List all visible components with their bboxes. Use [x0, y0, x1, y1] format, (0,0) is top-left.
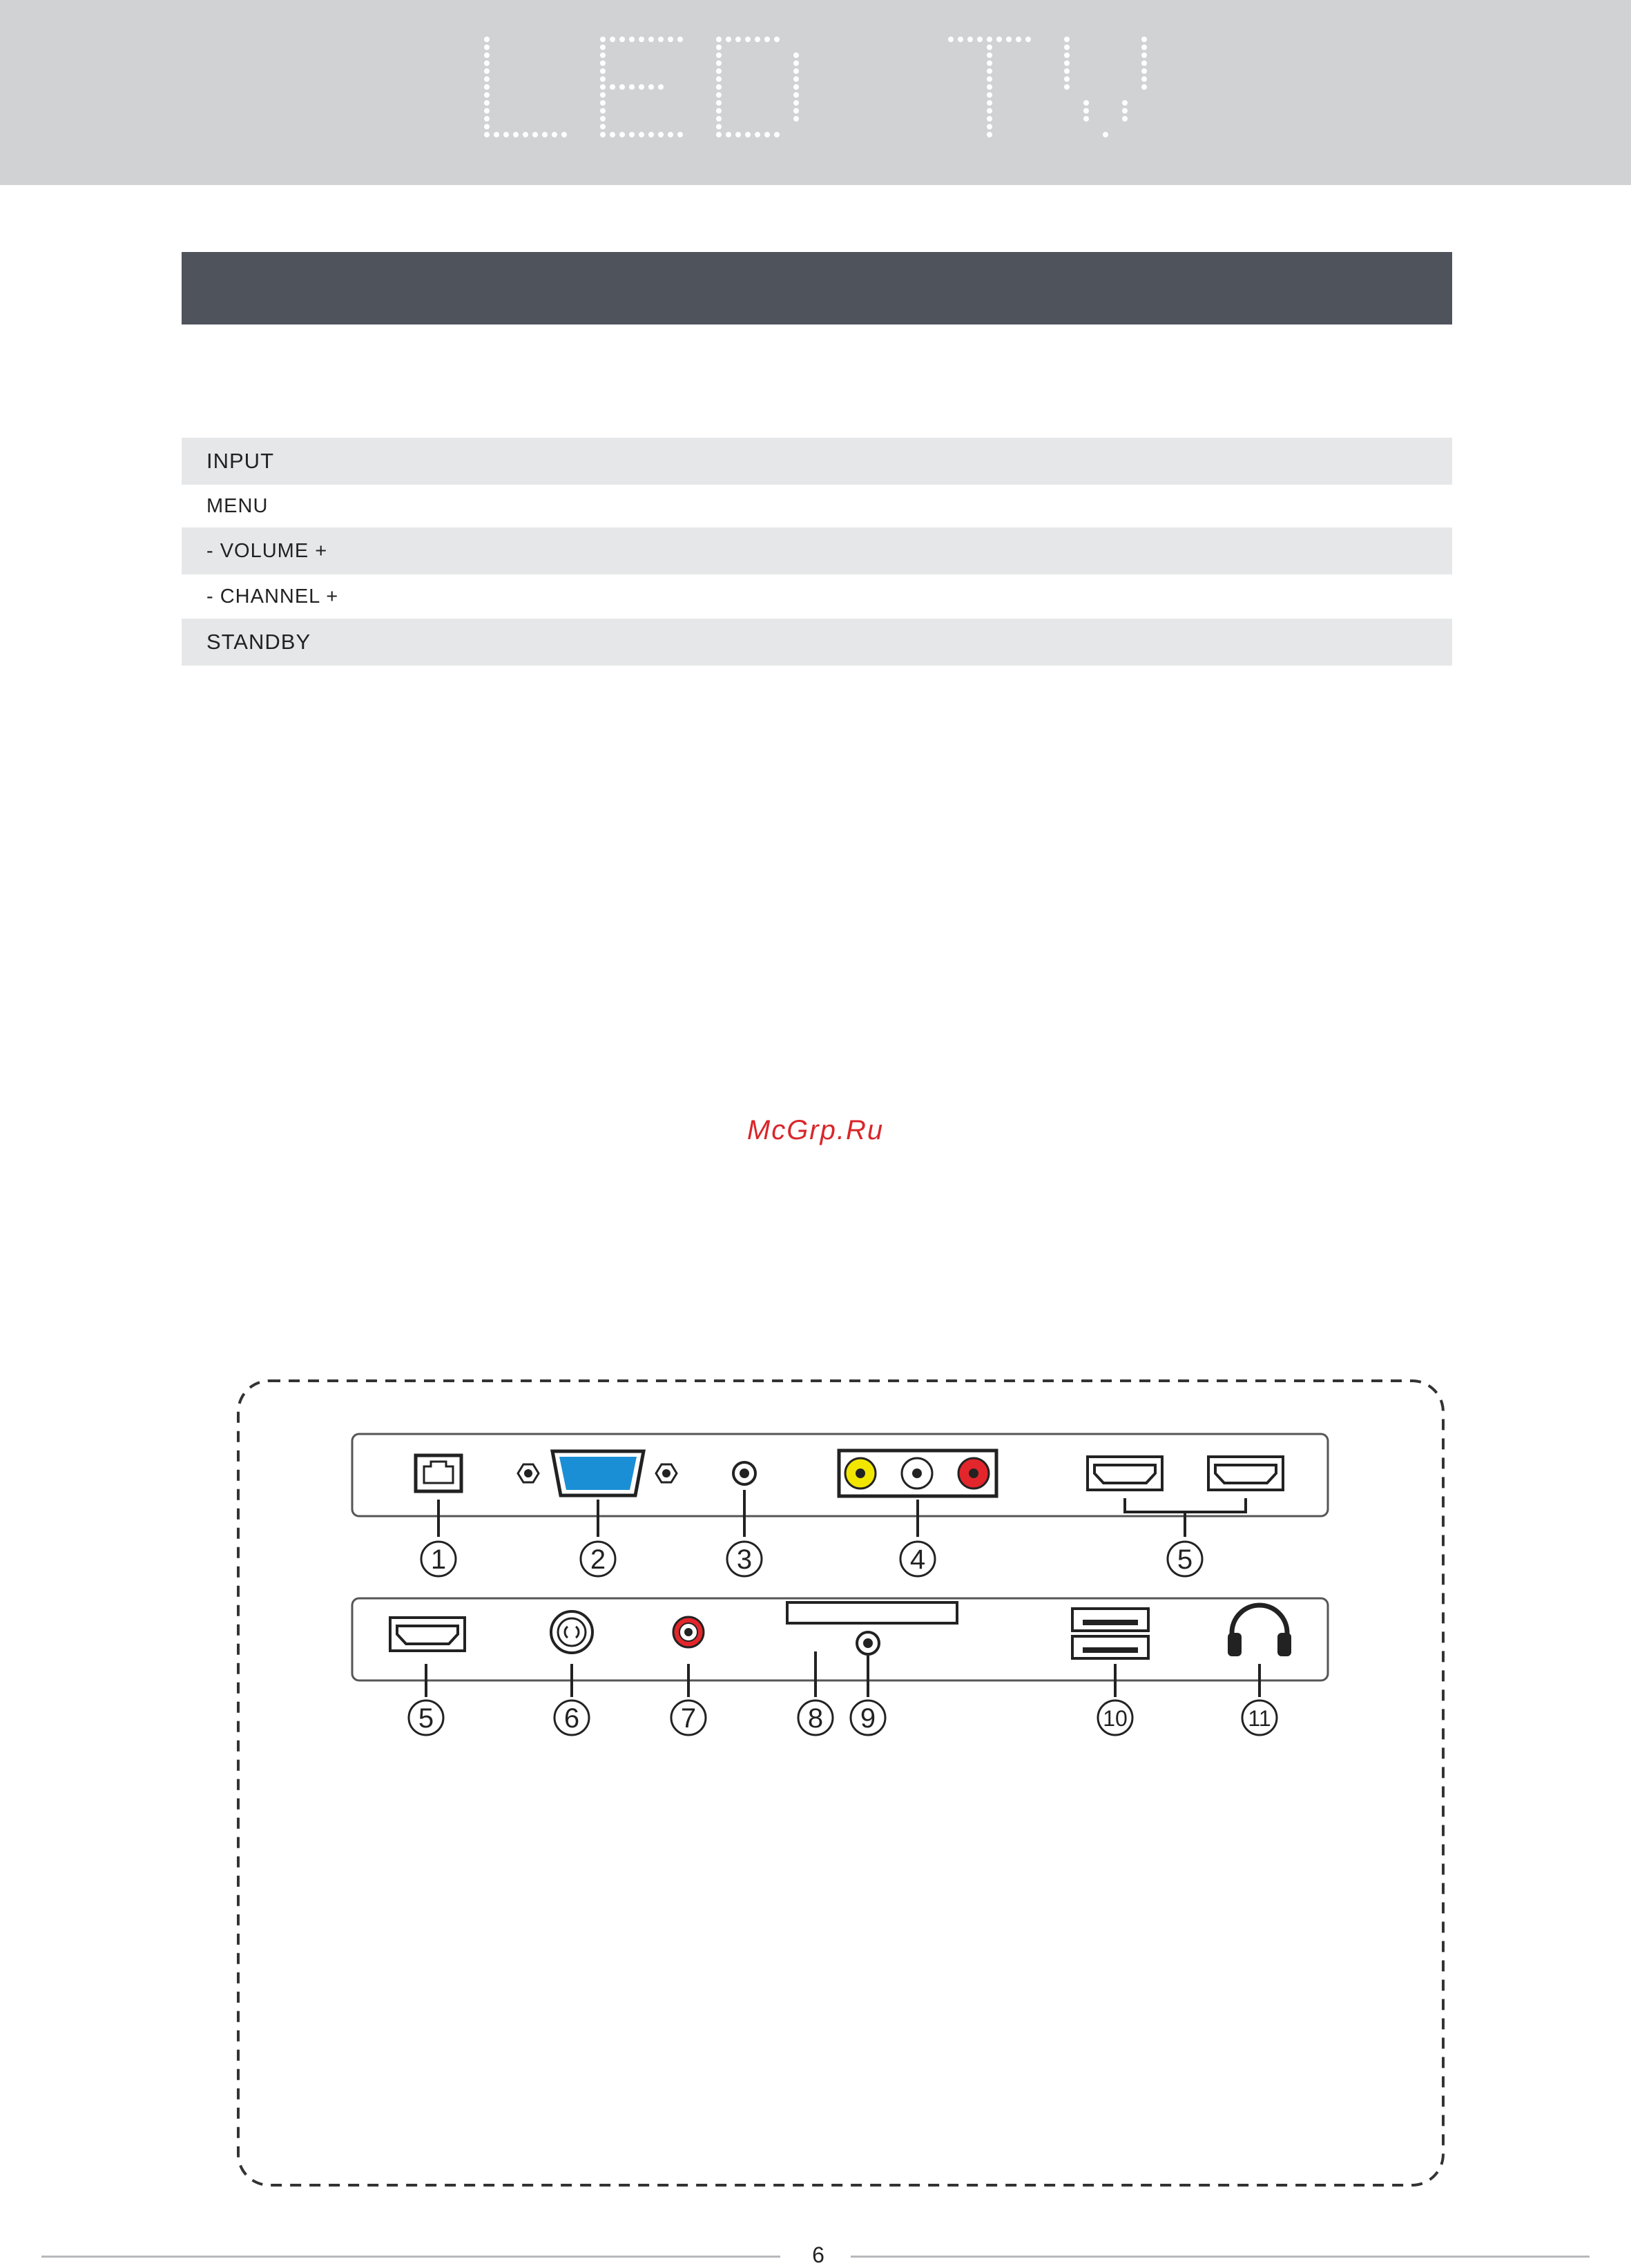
menu-label: MENU	[206, 494, 269, 517]
svg-text:10: 10	[1103, 1706, 1128, 1731]
svg-text:5: 5	[1177, 1544, 1193, 1575]
callout-11	[1242, 1700, 1277, 1735]
callout-4	[900, 1542, 935, 1576]
callout-8	[798, 1700, 833, 1735]
svg-text:5: 5	[418, 1703, 434, 1734]
callout-5-side	[409, 1700, 443, 1735]
svg-text:2: 2	[590, 1544, 606, 1575]
svg-text:8: 8	[807, 1703, 824, 1734]
card-slot-icon	[787, 1602, 957, 1623]
audio-jack-icon	[733, 1462, 755, 1484]
network-port-icon	[416, 1455, 461, 1491]
svg-text:3: 3	[736, 1544, 753, 1575]
watermark: McGrp.Ru	[746, 1115, 885, 1145]
footer-line-right	[851, 2256, 1590, 2258]
callout-9	[851, 1700, 885, 1735]
callout-7	[671, 1700, 706, 1735]
svg-text:7: 7	[680, 1703, 697, 1734]
svg-text:9: 9	[860, 1703, 876, 1734]
mini-jack-icon	[857, 1632, 879, 1654]
svg-text:1: 1	[430, 1544, 447, 1575]
callout-6	[554, 1700, 589, 1735]
volume-label: - VOLUME +	[206, 539, 328, 562]
av-rca-jacks-icon	[839, 1451, 996, 1496]
callout-1	[421, 1542, 456, 1576]
hdmi-port-side-icon	[390, 1618, 465, 1651]
footer-line-left	[41, 2256, 780, 2258]
input-label: INPUT	[206, 449, 274, 473]
callout-5-top	[1168, 1542, 1202, 1576]
antenna-input-icon	[551, 1611, 592, 1653]
svg-text:4: 4	[909, 1544, 926, 1575]
callout-2	[581, 1542, 615, 1576]
coaxial-output-icon	[673, 1617, 704, 1647]
channel-label: - CHANNEL +	[206, 585, 339, 608]
standby-label: STANDBY	[206, 630, 311, 654]
callout-10	[1098, 1700, 1132, 1735]
svg-text:6: 6	[563, 1703, 580, 1734]
callout-3	[727, 1542, 762, 1576]
svg-text:11: 11	[1248, 1706, 1271, 1731]
page-number: 6	[812, 2242, 824, 2267]
